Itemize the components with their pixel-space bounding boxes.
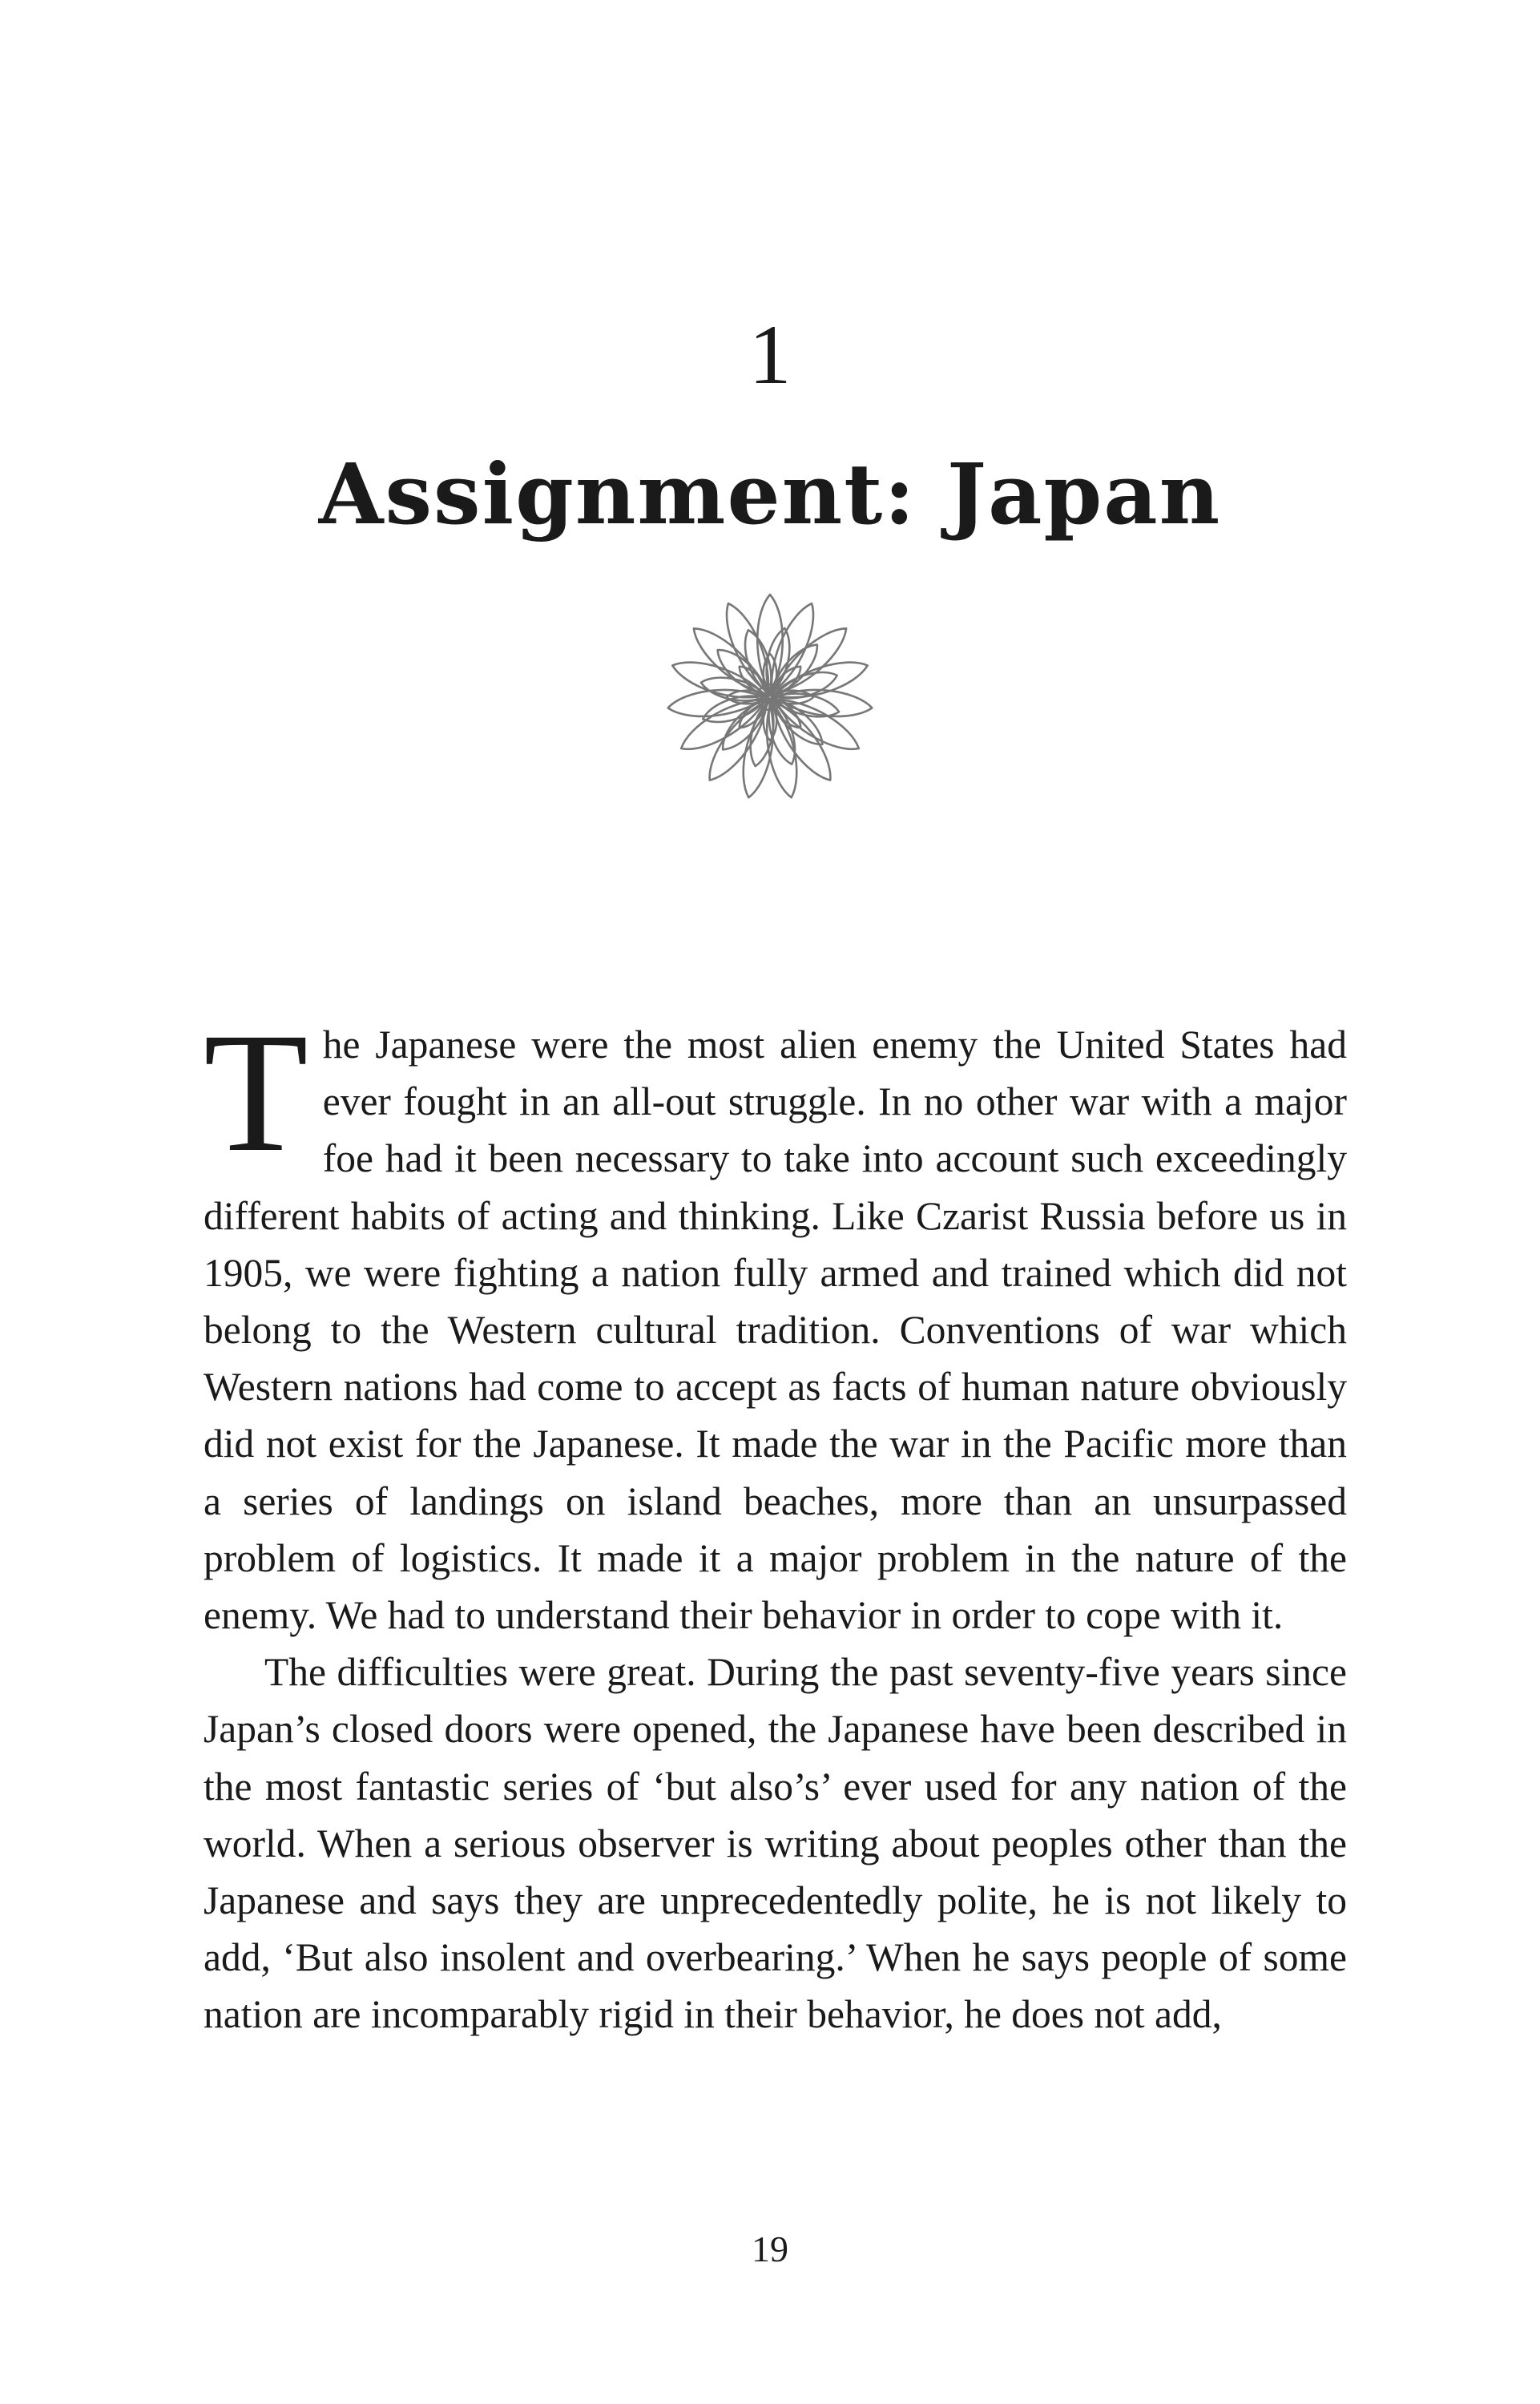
body-text xyxy=(204,998,1347,2043)
paragraph-1 xyxy=(204,998,1347,1644)
paragraph-2: The difficulties were great. During the past seventy-five years since Japan’s closed doors were opened, the Japanese have been described in the most fantastic series of ‘but also’s’ ever used for any nation of the world. When a serious observer is writing about peoples other than the Japanese and says they are unprecedentedly polite, he is not likely to add, ‘But also insolent and overbearing.’ When he says people of some nation are incomparably rigid in their behavior, he does not add, xyxy=(204,1650,1347,2037)
drop-cap: T xyxy=(204,998,308,1188)
page-number: 19 xyxy=(752,2229,788,2269)
chrysanthemum-icon xyxy=(642,589,898,805)
chapter-title: Assignment: Japan xyxy=(318,445,1222,543)
paragraph-1-text: he Japanese were the most alien enemy the United States had ever fought in an all-out struggle. In no other war with a major foe had it been necessary to take into account such exceedingly different habits of acting and thinking. Like Czarist Russia before us in 1905, we were fighting a nation fully armed and trained which did not belong to the Western cultural tradition. Conventions of war which Western nations had come to accept as facts of human nature obviously did not exist for the Japanese. It made the war in the Pacific more than a series of landings on island beaches, more than an unsurpassed problem of logistics. It made it a major problem in the nature of the enemy. We had to understand their behavior in order to cope with it. xyxy=(204,1023,1347,1638)
chapter-number: 1 xyxy=(748,308,792,401)
